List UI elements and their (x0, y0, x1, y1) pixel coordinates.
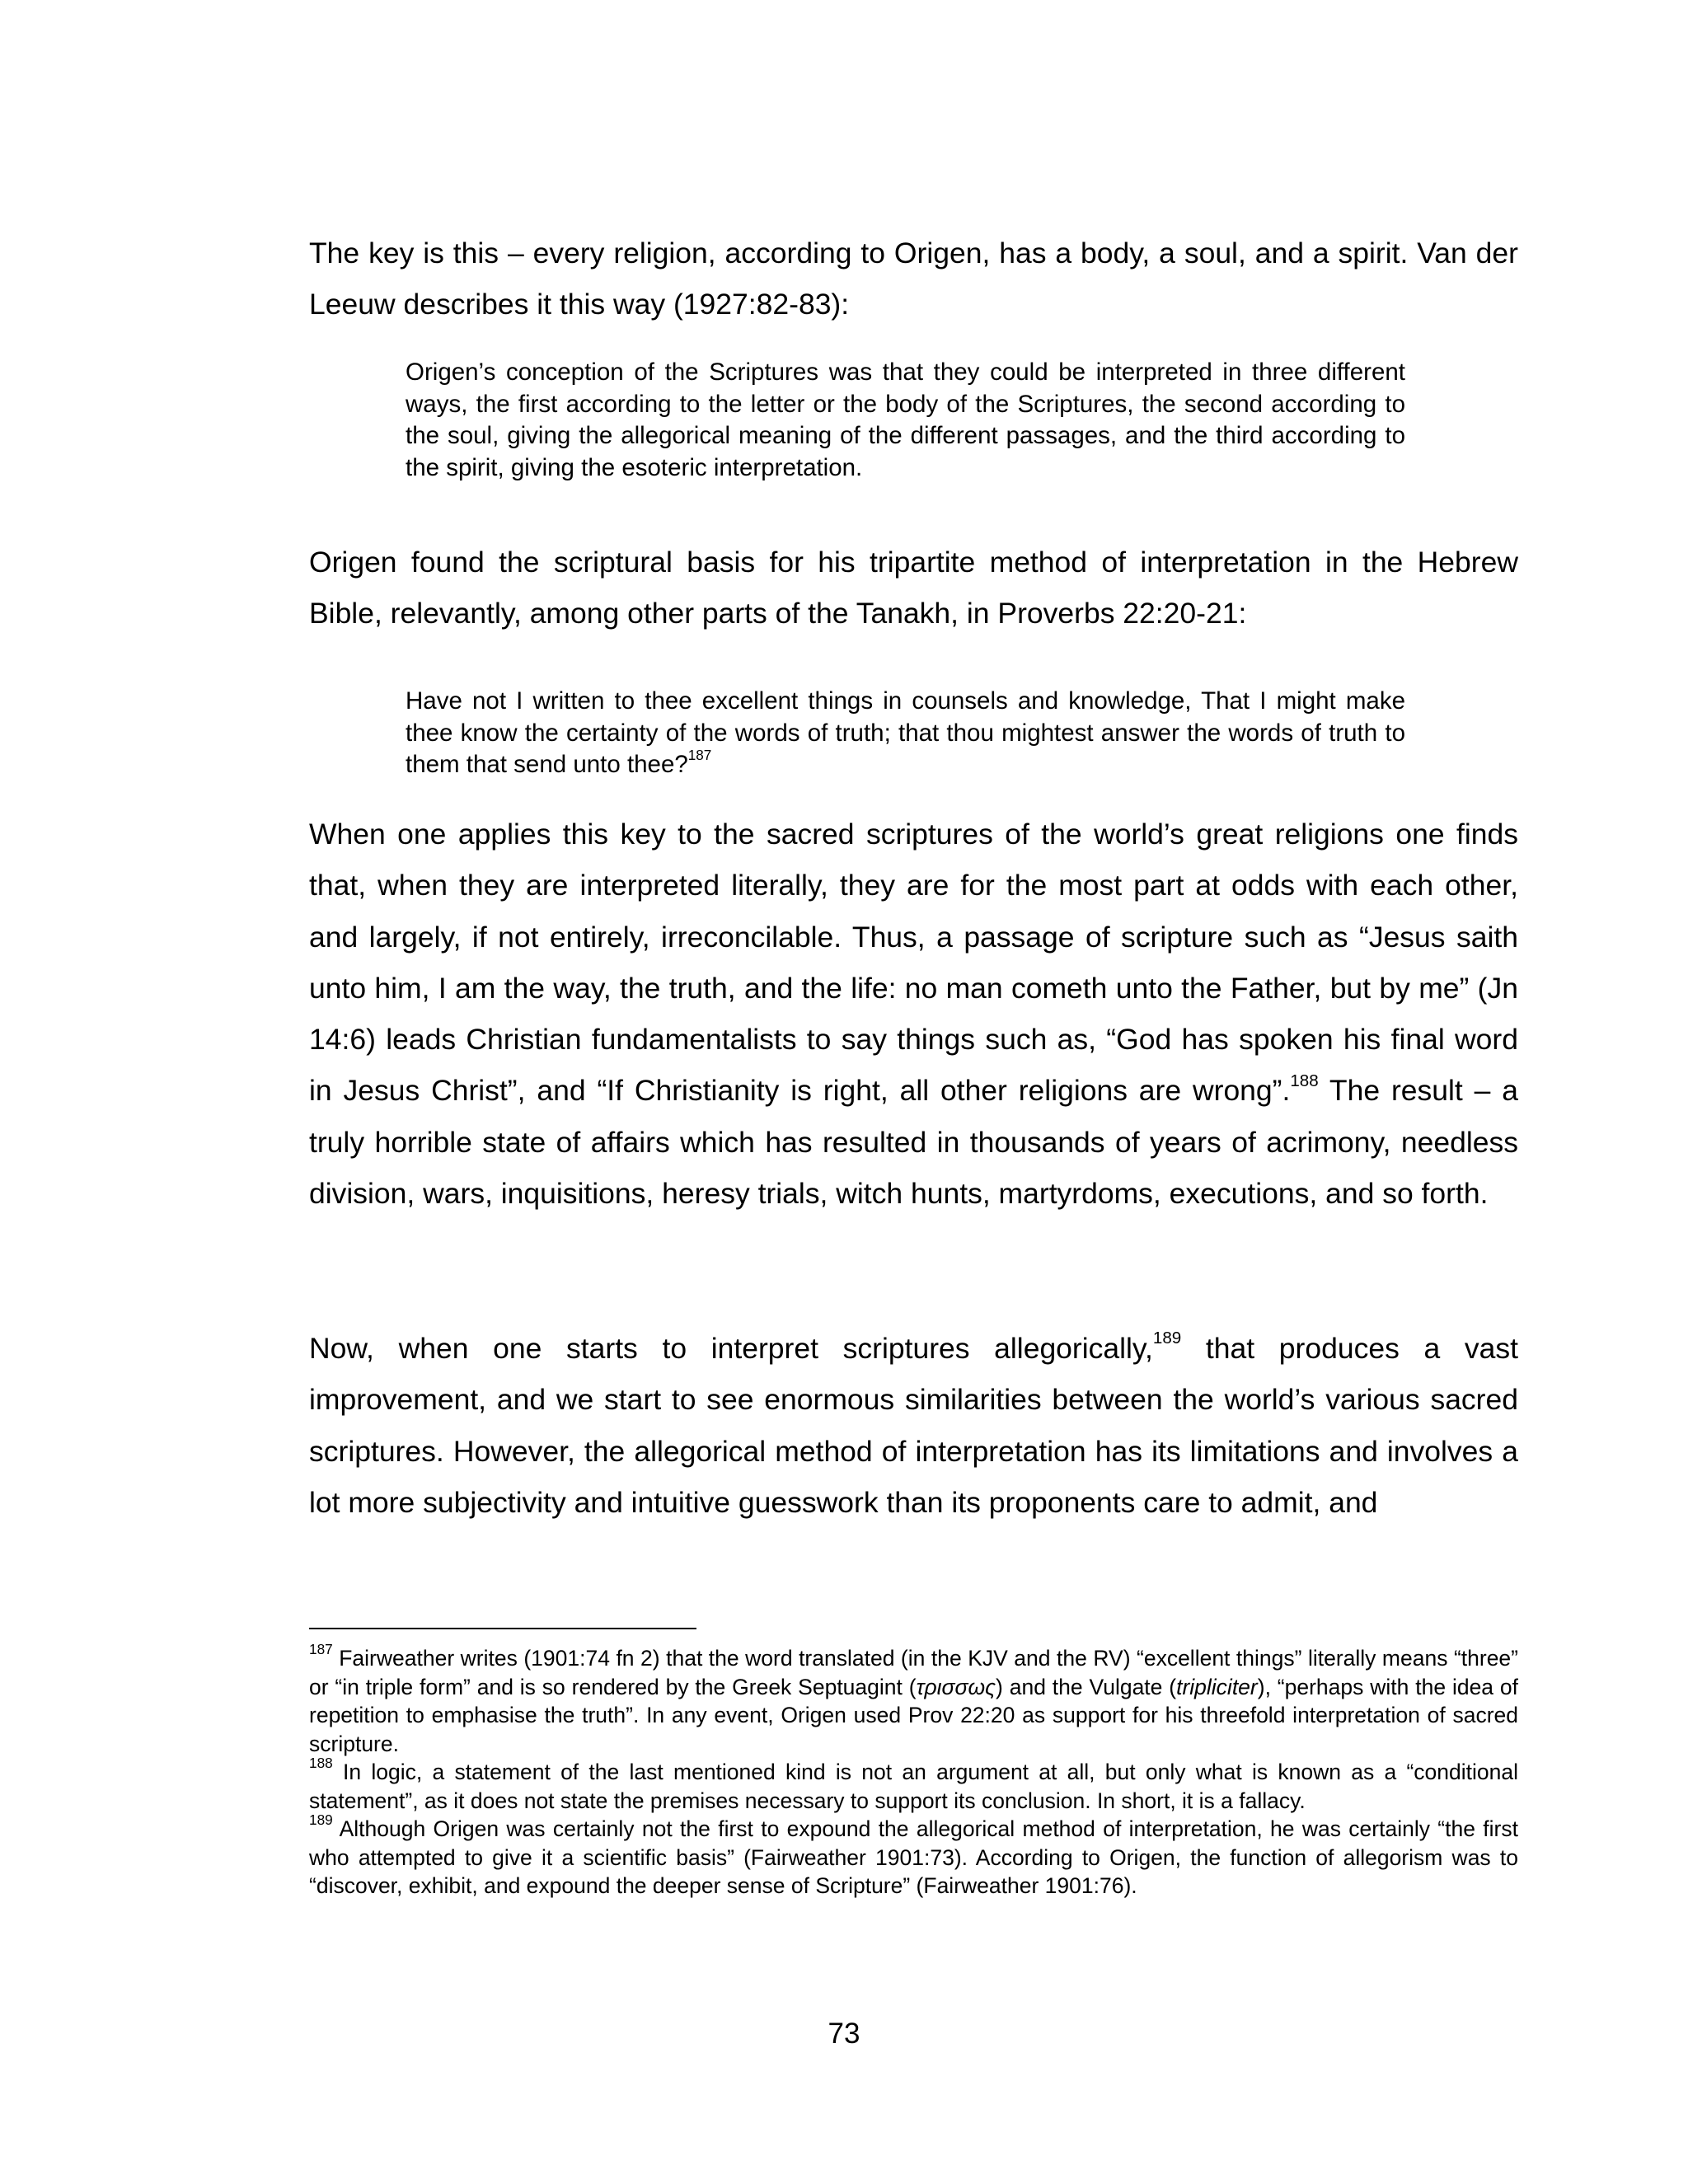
footnote-text: Although Origen was certainly not the first to expound the allegorical method of interpretation, he was certainly “the first who attempted to give it a scientific basis” (Fairweather 1901:73). According to Origen, the function of allegorism was to “discover, exhibit, and expound the deeper sense of Scripture” (Fairweather 1901:76). (309, 1816, 1518, 1898)
footnote-separator (309, 1628, 696, 1629)
block-quote-proverbs-text: Have not I written to thee excellent things in counsels and knowledge, That I might make thee know the certainty of the words of truth; that thou mightest answer the words of truth to them that send unto thee? (406, 687, 1405, 778)
paragraph-proverbs (309, 537, 1518, 640)
paragraph-key-text: The key is this – every religion, according to Origen, has a body, a soul, and a spirit. Van der Leeuw describes it this way (1927:82-83): (309, 237, 1518, 321)
footnote-text: In logic, a statement of the last mentioned kind is not an argument at all, but only what is known as a “conditional statement”, as it does not state the premises necessary to support its conclusion. In short, it is a fallacy. (309, 1760, 1518, 1813)
paragraph-allegorical-text-a: Now, when one starts to interpret scriptures allegorically, (309, 1332, 1153, 1365)
footnote-text: ), “perhaps with the idea of repetition to emphasise the truth”. In any event, Origen used Prov 22:20 as support for his threefold interpretation of sacred scripture. (309, 1674, 1519, 1756)
greek-term: τρισσως (916, 1674, 996, 1699)
latin-term: tripliciter (1176, 1674, 1258, 1699)
paragraph-proverbs-text: Origen found the scriptural basis for his tripartite method of interpretation in the Hebrew Bible, relevantly, among other parts of the Tanakh, in Proverbs 22:20-21: (309, 546, 1518, 630)
footnote-text: ) and the Vulgate ( (996, 1674, 1177, 1699)
paragraph-literal-interpretation (309, 808, 1518, 1219)
paragraph-literal-text-a: When one applies this key to the sacred scriptures of the world’s great religions one finds that, when they are interpreted literally, they are for the most part at odds with each other, and largely, if not entirely, irreconcilable. Thus, a passage of scripture such as “Jesus saith unto him, I am the way, the truth, and the life: no man cometh unto the Father, but by me” (Jn 14:6) leads Christian fundamentalists to say things such as, “God has spoken his final word in Jesus Christ”, and “If Christianity is right, all other religions are wrong”. (309, 818, 1518, 1108)
footnote-ref-189[interactable]: 189 (1152, 1329, 1182, 1348)
footnote-187 (309, 1640, 1519, 1758)
paragraph-allegorical-text-b: that produces a vast improvement, and we start to see enormous similarities between the world’s various sacred scriptures. However, the allegorical method of interpretation has its limitations and involves a lot more subjectivity and intuitive guesswork than its proponents care to admit, and (309, 1332, 1518, 1519)
block-quote-van-der-leeuw-text: Origen’s conception of the Scriptures was that they could be interpreted in three different ways, the first according to the letter or the body of the Scriptures, the second according to the soul, giving the allegorical meaning of the different passages, and the third according to the spirit, giving the esoteric interpretation. (406, 359, 1405, 481)
block-quote-van-der-leeuw (406, 357, 1405, 484)
footnote-number: 189 (309, 1811, 333, 1828)
footnotes (309, 1640, 1519, 1900)
paragraph-allegorical (309, 1323, 1518, 1528)
footnote-text: Fairweather writes (1901:74 fn 2) that the word translated (in the KJV and the RV) “excellent things” literally means “three” or “in triple form” and is so rendered by the Greek Septuagint ( (309, 1646, 1518, 1699)
footnote-ref-188[interactable]: 188 (1290, 1071, 1319, 1090)
paragraph-literal-text-b: The result – a truly horrible state of affairs which has resulted in thousands of years of acrimony, needless division, wars, inquisitions, heresy trials, witch hunts, martyrdoms, executions, and so forth. (309, 1074, 1518, 1211)
block-quote-proverbs (406, 686, 1405, 781)
footnote-188 (309, 1754, 1518, 1815)
footnote-189 (309, 1811, 1518, 1900)
footnote-number: 188 (309, 1754, 333, 1771)
footnote-ref-187[interactable]: 187 (687, 747, 712, 763)
page-number: 73 (828, 2018, 860, 2050)
footnote-number: 187 (309, 1640, 333, 1657)
paragraph-key (309, 227, 1518, 330)
